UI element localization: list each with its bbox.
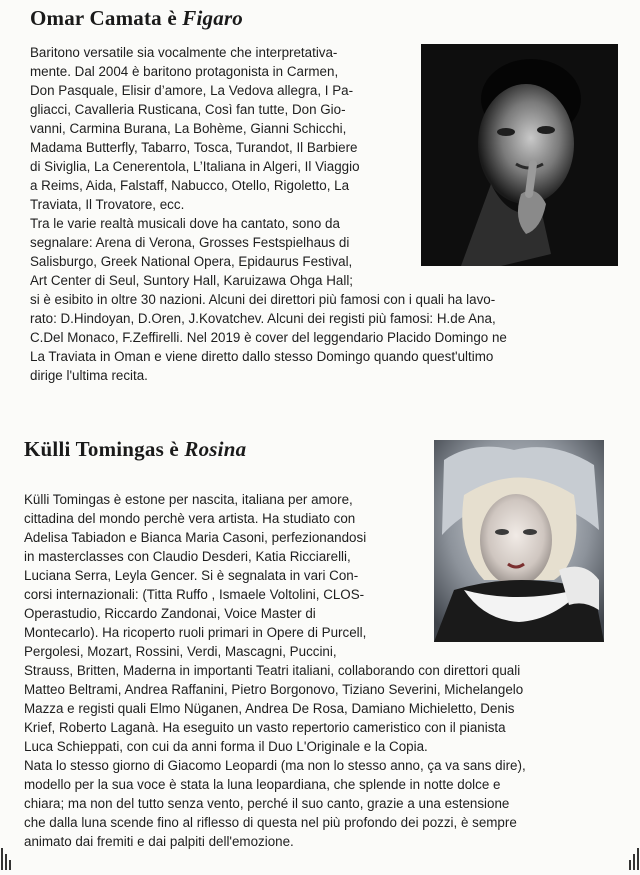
bio-line: corsi internazionali: (Titta Ruffo , Ismaele Voltolini, CLOS- xyxy=(24,587,365,602)
bio-line: animato dai fremiti e dai palpiti dell'emozione. xyxy=(24,834,294,849)
bio-line: Krief, Roberto Laganà. Ha eseguito un vasto repertorio cameristico con il pianista xyxy=(24,720,506,735)
section1-heading xyxy=(30,6,243,31)
bio-line: dirige l'ultima recita. xyxy=(30,368,148,383)
bio-line: Salisburgo, Greek National Opera, Epidaurus Festival, xyxy=(30,254,353,269)
bio-line: Operastudio, Riccardo Zandonai, Voice Master di xyxy=(24,606,316,621)
bio-line: cittadina del mondo perchè vera artista. Ha studiato con xyxy=(24,511,356,526)
bio-line: Luciana Serra, Leyla Gencer. Si è segnalata in vari Con- xyxy=(24,568,359,583)
bio-line: Mazza e registi quali Elmo Nüganen, Andrea De Rosa, Damiano Michieletto, Denis xyxy=(24,701,515,716)
bio-line: segnalare: Arena di Verona, Grosses Festspielhaus di xyxy=(30,235,350,250)
bio-line: La Traviata in Oman e viene diretto dallo stesso Domingo quando quest'ultimo xyxy=(30,349,494,364)
bio-line: Montecarlo). Ha ricoperto ruoli primari in Opere di Purcell, xyxy=(24,625,367,640)
bio-line: Adelisa Tabiadon e Bianca Maria Casoni, perfezionandosi xyxy=(24,530,367,545)
bio-line: chiara; ma non del tutto senza vento, perché il suo canto, grazie a una estensione xyxy=(24,796,510,811)
section1-name: Omar Camata è xyxy=(30,6,177,30)
bio-line: Traviata, Il Trovatore, ecc. xyxy=(30,197,185,212)
bio-line: Art Center di Seul, Suntory Hall, Karuizawa Ohga Hall; xyxy=(30,273,354,288)
right-corner-ornament xyxy=(624,840,640,870)
bio-line: a Reims, Aida, Falstaff, Nabucco, Otello, Rigoletto, La xyxy=(30,178,350,193)
bio-line: C.Del Monaco, F.Zeffirelli. Nel 2019 è cover del leggendario Placido Domingo ne xyxy=(30,330,507,345)
section2-role: Rosina xyxy=(184,437,247,461)
bio-line: gliacci, Cavalleria Rusticana, Così fan tutte, Don Gio- xyxy=(30,102,346,117)
bio-line: modello per la sua voce è stata la luna leopardiana, che splende in notte dolce e xyxy=(24,777,501,792)
bio-line: Külli Tomingas è estone per nascita, italiana per amore, xyxy=(24,492,353,507)
bio-line: Tra le varie realtà musicali dove ha cantato, sono da xyxy=(30,216,340,231)
kulli-tomingas-photo xyxy=(434,440,604,642)
bio-line: si è esibito in oltre 30 nazioni. Alcuni dei direttori più famosi con i quali ha lavo- xyxy=(30,292,496,307)
bio-line: Madama Butterfly, Tabarro, Tosca, Turandot, Il Barbiere xyxy=(30,140,358,155)
bio-line: mente. Dal 2004 è baritono protagonista in Carmen, xyxy=(30,64,339,79)
bio-line: vanni, Carmina Burana, La Bohème, Gianni Schicchi, xyxy=(30,121,347,136)
bio-line: rato: D.Hindoyan, D.Oren, J.Kovatchev. Alcuni dei registi più famosi: H.de Ana, xyxy=(30,311,496,326)
bio-line: che dalla luna scende fino al riflesso di questa nel più profondo dei pozzi, è sempre xyxy=(24,815,517,830)
section2-name: Külli Tomingas è xyxy=(24,437,179,461)
bio-line: Baritono versatile sia vocalmente che interpretativa- xyxy=(30,45,338,60)
section1-role: Figaro xyxy=(182,6,244,30)
bio-line: Matteo Beltrami, Andrea Raffanini, Pietro Borgonovo, Tiziano Severini, Michelangelo xyxy=(24,682,524,697)
bio-line: Don Pasquale, Elisir d’amore, La Vedova allegra, I Pa- xyxy=(30,83,354,98)
bio-line: Nata lo stesso giorno di Giacomo Leopardi (ma non lo stesso anno, ça va sans dire), xyxy=(24,758,526,773)
bio-line: in masterclasses con Claudio Desderi, Katia Ricciarelli, xyxy=(24,549,351,564)
bio-line: di Siviglia, La Cenerentola, L’Italiana in Algeri, Il Viaggio xyxy=(30,159,360,174)
bio-line: Pergolesi, Mozart, Rossini, Verdi, Mascagni, Puccini, xyxy=(24,644,337,659)
section2-heading xyxy=(24,437,246,462)
left-corner-ornament xyxy=(0,840,16,870)
omar-camata-photo xyxy=(421,44,618,266)
bio-line: Luca Schieppati, con cui da anni forma il Duo L'Originale e la Copia. xyxy=(24,739,428,754)
bio-line: Strauss, Britten, Maderna in importanti Teatri italiani, collaborando con direttori quali xyxy=(24,663,521,678)
